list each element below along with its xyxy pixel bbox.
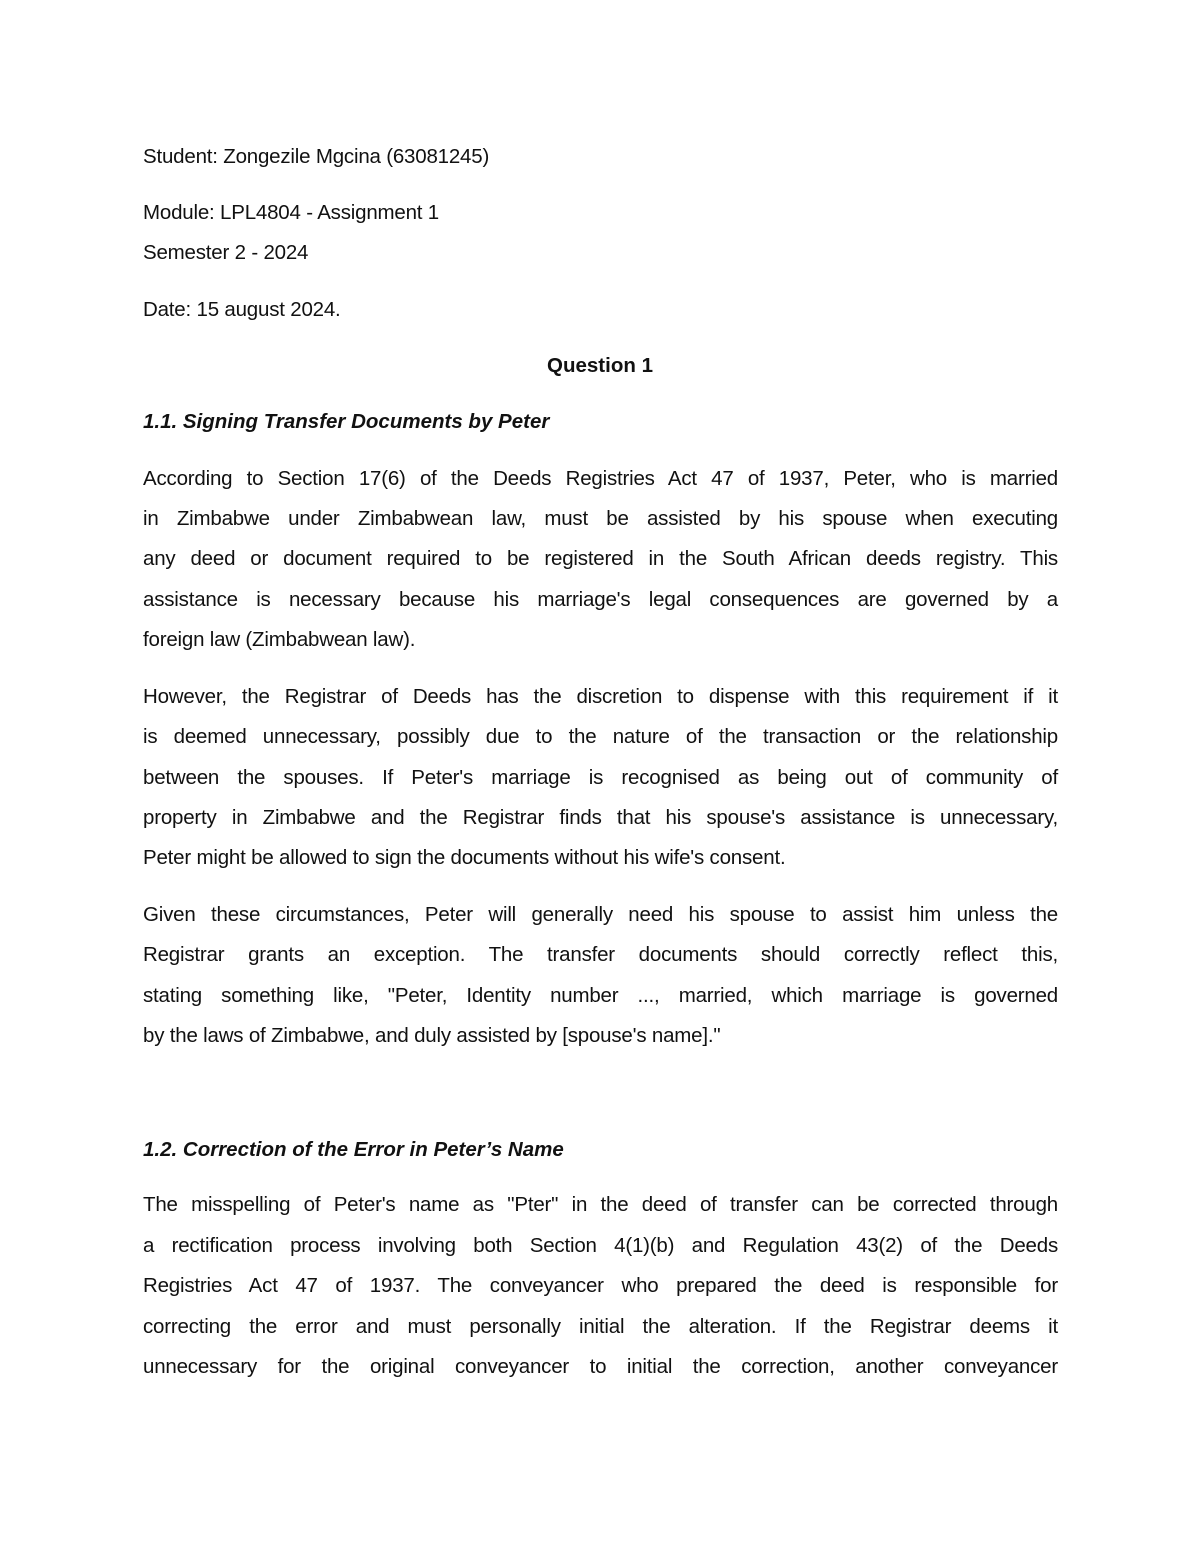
- paragraph-line: correcting the error and must personally initial the alteration. If the Registrar deems it: [143, 1315, 1058, 1338]
- paragraph-line: in Zimbabwe under Zimbabwean law, must be assisted by his spouse when executing: [143, 507, 1058, 530]
- paragraph-line: However, the Registrar of Deeds has the discretion to dispense with this requirement if it: [143, 685, 1058, 708]
- module-line: Module: LPL4804 - Assignment 1: [143, 201, 439, 224]
- paragraph-line: is deemed unnecessary, possibly due to the nature of the transaction or the relationship: [143, 725, 1058, 748]
- paragraph-line: by the laws of Zimbabwe, and duly assisted by [spouse's name].": [143, 1024, 721, 1047]
- paragraph-line: assistance is necessary because his marriage's legal consequences are governed by a: [143, 588, 1058, 611]
- section-heading-1-2: 1.2. Correction of the Error in Peter’s Name: [143, 1138, 564, 1161]
- paragraph-line: unnecessary for the original conveyancer to initial the correction, another conveyancer: [143, 1355, 1058, 1378]
- paragraph-line: property in Zimbabwe and the Registrar finds that his spouse's assistance is unnecessary,: [143, 806, 1058, 829]
- paragraph-line: between the spouses. If Peter's marriage is recognised as being out of community of: [143, 766, 1058, 789]
- paragraph-line: The misspelling of Peter's name as "Pter" in the deed of transfer can be corrected through: [143, 1193, 1058, 1216]
- semester-line: Semester 2 - 2024: [143, 241, 309, 264]
- question-title: Question 1: [547, 354, 653, 377]
- paragraph-line: any deed or document required to be registered in the South African deeds registry. This: [143, 547, 1058, 570]
- student-line: Student: Zongezile Mgcina (63081245): [143, 145, 490, 168]
- paragraph-line: foreign law (Zimbabwean law).: [143, 628, 416, 651]
- section-heading-1-1: 1.1. Signing Transfer Documents by Peter: [143, 410, 550, 433]
- paragraph-line: Given these circumstances, Peter will generally need his spouse to assist him unless the: [143, 903, 1058, 926]
- paragraph-line: a rectification process involving both Section 4(1)(b) and Regulation 43(2) of the Deeds: [143, 1234, 1058, 1257]
- date-line: Date: 15 august 2024.: [143, 298, 341, 321]
- paragraph-line: Registries Act 47 of 1937. The conveyancer who prepared the deed is responsible for: [143, 1274, 1058, 1297]
- paragraph-line: stating something like, "Peter, Identity number ..., married, which marriage is governed: [143, 984, 1058, 1007]
- paragraph-line: Peter might be allowed to sign the documents without his wife's consent.: [143, 846, 786, 869]
- paragraph-line: According to Section 17(6) of the Deeds Registries Act 47 of 1937, Peter, who is married: [143, 467, 1058, 490]
- paragraph-line: Registrar grants an exception. The transfer documents should correctly reflect this,: [143, 943, 1058, 966]
